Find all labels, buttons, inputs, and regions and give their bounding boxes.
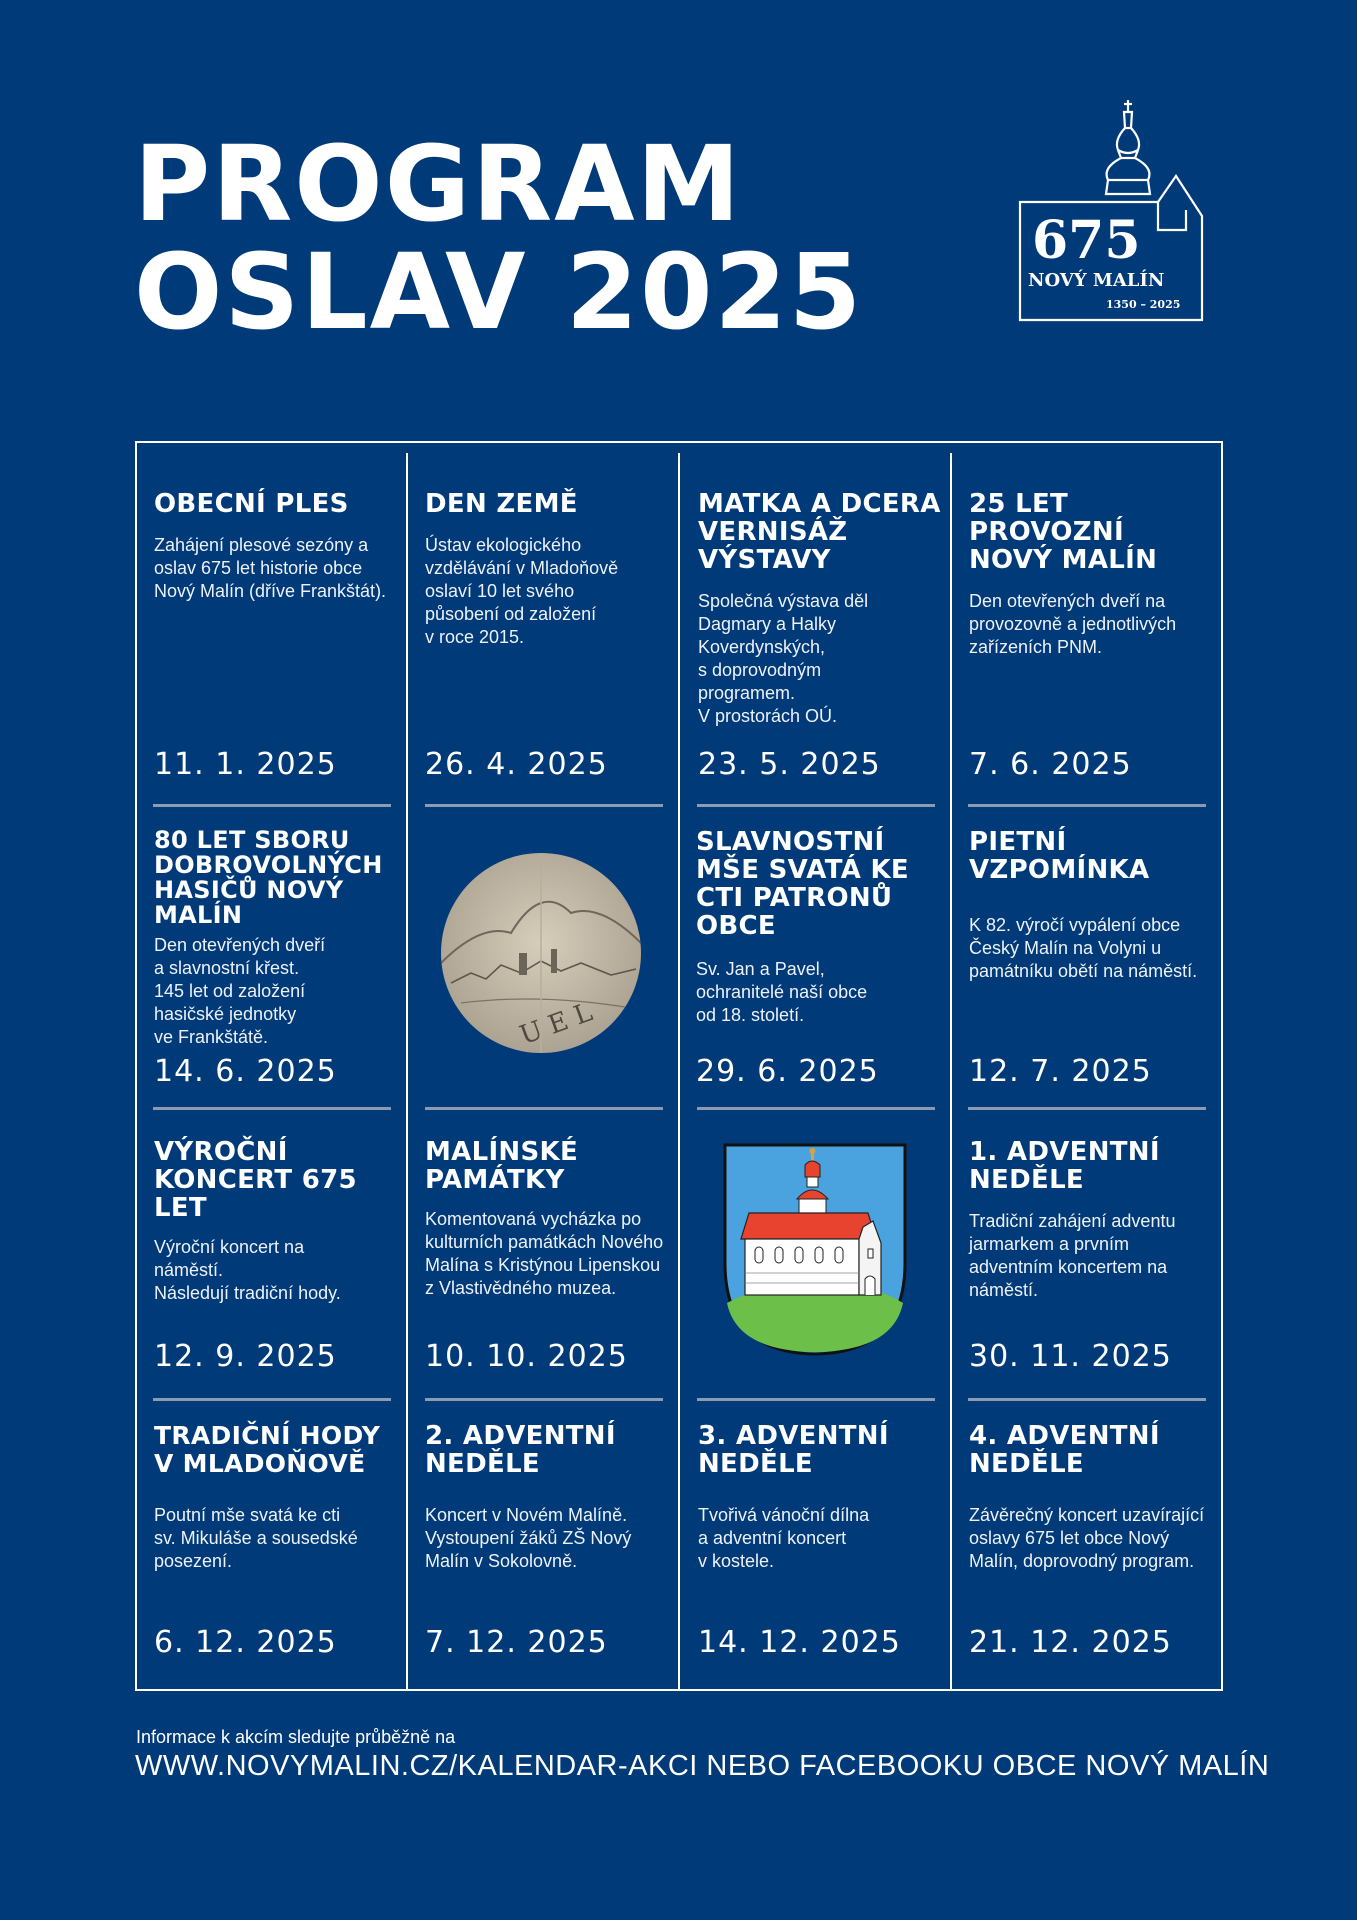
event-description: Den otevřených dveří na provozovně a jednotlivých zařízeních PNM. [969,591,1177,657]
event-description: Sv. Jan a Pavel, ochranitelé naší obce od 18. století. [696,959,868,1025]
event-title: 25 LET PROVOZNÍ NOVÝ MALÍN [969,489,1158,575]
row-separator [153,1107,391,1110]
logo-years: 1350 – 2025 [1106,298,1181,311]
row-separator [153,1398,391,1401]
event-date: 7. 12. 2025 [425,1625,608,1660]
event-title: 1. ADVENTNÍ NEDĚLE [969,1137,1160,1195]
title-line-2: OSLAV 2025 [134,231,864,353]
event-date: 23. 5. 2025 [698,747,881,782]
event-date: 29. 6. 2025 [696,1054,879,1089]
event-title: 80 LET SBORU DOBROVOLNÝCH HASIČŮ NOVÝ MALÍN [154,826,383,929]
event-card [425,1422,665,1573]
event-title: MATKA A DCERA VERNISÁŽ VÝSTAVY [698,489,941,575]
event-date: 10. 10. 2025 [425,1339,628,1374]
event-date: 26. 4. 2025 [425,747,608,782]
row-separator [968,804,1206,807]
event-title: 3. ADVENTNÍ NEDĚLE [698,1421,889,1479]
row-separator [153,804,391,807]
event-title: SLAVNOSTNÍ MŠE SVATÁ KE CTI PATRONŮ OBCE [696,827,909,941]
event-card [969,1138,1209,1302]
event-description: Tradiční zahájení adventu jarmarkem a prvním adventním koncertem na náměstí. [969,1211,1176,1300]
footer-link[interactable]: WWW.NOVYMALIN.CZ/KALENDAR-AKCI NEBO FACEBOOKU OBCE NOVÝ MALÍN [135,1750,1270,1782]
coat-of-arms-church [723,1143,907,1356]
event-date: 12. 7. 2025 [969,1054,1152,1089]
event-description: Komentovaná vycházka po kulturních památkách Nového Malína s Kristýnou Lipenskou z Vlastivědného muzea. [425,1209,664,1298]
event-card [698,490,944,728]
logo-name: NOVÝ MALÍN [1028,270,1165,291]
row-separator [968,1398,1206,1401]
row-separator [425,804,663,807]
event-date: 14. 6. 2025 [154,1054,337,1089]
event-card [154,1422,394,1573]
row-separator [697,1107,935,1110]
event-card [969,1422,1209,1573]
row-separator [697,804,935,807]
column-divider [406,453,408,1689]
event-title: PIETNÍ VZPOMÍNKA [969,827,1150,885]
logo-number: 675 [1032,210,1141,271]
event-title: 4. ADVENTNÍ NEDĚLE [969,1421,1160,1479]
event-date: 11. 1. 2025 [154,747,337,782]
row-separator [425,1398,663,1401]
event-card [696,828,942,1027]
row-separator [697,1398,935,1401]
footer-info: Informace k akcím sledujte průběžně na [136,1727,456,1747]
event-card [154,490,394,603]
row-separator [968,1107,1206,1110]
event-title: 2. ADVENTNÍ NEDĚLE [425,1421,616,1479]
event-description: Výroční koncert na náměstí. Následují tradiční hody. [154,1237,341,1303]
event-description: Ústav ekologického vzdělávání v Mladoňově oslaví 10 let svého působení od založení v roce 2015. [425,535,619,647]
event-description: Zahájení plesové sezóny a oslav 675 let historie obce Nový Malín (dříve Frankštát). [154,535,387,601]
event-card [154,828,388,1049]
event-card [425,490,665,649]
event-date: 7. 6. 2025 [969,747,1132,782]
page-title [134,123,864,353]
event-title: VÝROČNÍ KONCERT 675 LET [154,1137,357,1223]
event-description: Tvořivá vánoční dílna a adventní koncert v kostele. [698,1505,870,1571]
title-line-1: PROGRAM [134,123,743,245]
church-tower-logo-icon [1018,98,1204,326]
event-description: Závěrečný koncert uzavírající oslavy 675 let obce Nový Malín, doprovodný program. [969,1505,1205,1571]
row-separator [425,1107,663,1110]
event-title: DEN ZEMĚ [425,489,578,519]
event-title: OBECNÍ PLES [154,489,349,519]
event-date: 12. 9. 2025 [154,1339,337,1374]
event-description: Koncert v Novém Malíně. Vystoupení žáků ZŠ Nový Malín v Sokolovně. [425,1505,632,1571]
column-divider [950,453,952,1689]
event-title: MALÍNSKÉ PAMÁTKY [425,1137,579,1195]
svg-text:U E L: U E L [516,997,597,1052]
event-date: 21. 12. 2025 [969,1625,1172,1660]
event-description: Společná výstava děl Dagmary a Halky Koverdynských, s doprovodným programem. V prostorách OÚ. [698,591,869,726]
event-card [154,1138,394,1305]
historic-map-photo [441,853,641,1053]
event-description: Den otevřených dveří a slavnostní křest. 145 let od založení hasičské jednotky ve Frankštátě. [154,935,326,1047]
event-date: 6. 12. 2025 [154,1625,337,1660]
event-card [425,1138,665,1300]
column-divider [678,453,680,1689]
event-date: 14. 12. 2025 [698,1625,901,1660]
event-date: 30. 11. 2025 [969,1339,1172,1374]
event-description: Poutní mše svatá ke cti sv. Mikuláše a sousedské posezení. [154,1505,358,1571]
event-description: K 82. výročí vypálení obce Český Malín na Volyni u památníku obětí na náměstí. [969,915,1198,981]
event-title: TRADIČNÍ HODY V MLADOŇOVĚ [154,1421,381,1478]
event-card [969,828,1209,983]
event-card [698,1422,938,1573]
event-card [969,490,1209,659]
